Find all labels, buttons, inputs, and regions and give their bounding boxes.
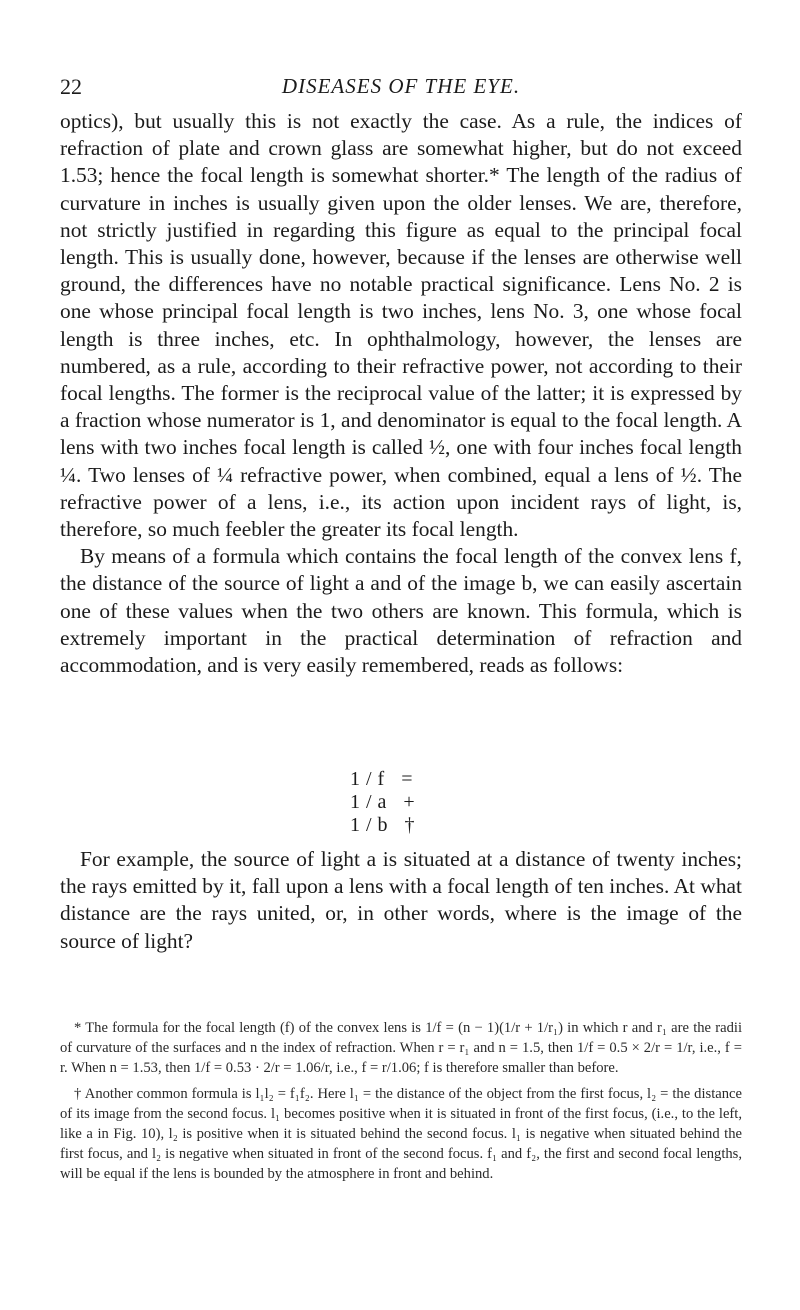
footnote: * The formula for the focal length (f) of the convex lens is 1/f = (n − 1)(1/r + 1/r₁) in which r and r₁ are the radii of curvature of the surfaces and n the index of refraction. When r = r₁ and n = 1.5, then 1/f = 0.5 × 2/r = 1/r, i.e., f = r. When n = 1.53, then 1/f = 0.53 · 2/r = 1.06/r, i.e., f = r/1.06; f is therefore smaller than before. — [60, 1020, 742, 1076]
book-page — [60, 0, 742, 1310]
lens-formula — [350, 762, 470, 836]
page-number: 22 — [60, 74, 82, 99]
paragraph: optics), but usually this is not exactly the case. As a rule, the indices of refraction of plate and crown glass are somewhat higher, but do not exceed 1.53; hence the focal length is somewhat shorter.* The length of the radius of curvature in inches is usually given upon the older lenses. We are, therefore, not strictly justified in regarding this figure as equal to the principal focal length. This is usually done, however, because if the lenses are otherwise well ground, the differences have no notable practical significance. Lens No. 2 is one whose principal focal length is two inches, lens No. 3, one whose focal length is three inches, etc. In ophthalmology, however, the lenses are numbered, as a rule, according to their refractive power, not according to their focal lengths. The former is the reciprocal value of the latter; it is expressed by a fraction whose numerator is 1, and denominator is equal to the focal length. A lens with two inches focal length is called ½, one with four inches focal length ¼. Two lenses of ¼ refractive power, when combined, equal a lens of ½. The refractive power of a lens, i.e., its action upon incident rays of light, is, therefore, so much feebler the greater its focal length. — [60, 109, 742, 542]
paragraph: By means of a formula which contains the focal length of the convex lens f, the distance of the source of light a and of the image b, we can easily ascertain one of these values when the two others are known. This formula, which is extremely important in the practical determination of refraction and accommodation, and is very easily remembered, reads as follows: — [60, 544, 742, 678]
main-text — [60, 108, 742, 679]
footnote: † Another common formula is l₁l₂ = f₁f₂. Here l₁ = the distance of the object from the first focus, l₂ = the distance of its image from the second focus. l₁ becomes positive when it is situated in front of the first focus, (i.e., to the left, like a in Fig. 10), l₂ is positive when it is situated behind the second focus. l₁ is negative when situated behind the first focus, and l₂ is negative when situated in front of the second focus. f₁ and f₂, the first and second focal lengths, will be equal if the lens is bounded by the atmosphere in front and behind. — [60, 1086, 742, 1182]
running-head: DISEASES OF THE EYE. — [281, 74, 521, 98]
footnotes — [60, 1018, 742, 1190]
main-text-continued — [60, 846, 742, 955]
paragraph: For example, the source of light a is situated at a distance of twenty inches; the rays emitted by it, fall upon a lens with a focal length of ten inches. At what distance are the rays united, or, in other words, where is the image of the source of light? — [60, 847, 742, 953]
page-header — [60, 74, 742, 104]
formula-text: 1/f = 1/a + 1/b † — [350, 768, 421, 836]
